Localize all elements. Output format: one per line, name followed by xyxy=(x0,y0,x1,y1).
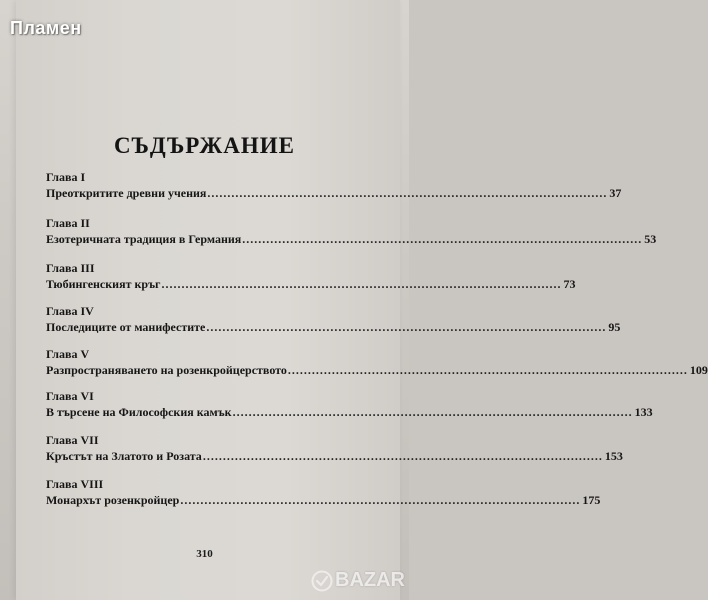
chapter-title: Езотеричната традиция в Германия xyxy=(46,232,242,246)
toc-entry xyxy=(46,389,653,420)
toc-row xyxy=(46,231,657,247)
toc-entry xyxy=(46,261,576,292)
dot-leader: .................................................................................................... xyxy=(161,277,562,291)
chapter-label: Глава VII xyxy=(46,433,99,447)
dot-leader: .................................................................................................... xyxy=(232,405,633,419)
toc-row xyxy=(46,319,621,335)
chapter-page: 95 xyxy=(608,320,621,334)
chapter-page: 109 xyxy=(689,363,708,377)
book-page xyxy=(16,0,400,600)
chapter-title: Монархът розенкройцер xyxy=(46,493,180,507)
toc-row xyxy=(46,276,576,292)
chapter-label: Глава VIII xyxy=(46,477,104,491)
toc-row xyxy=(46,185,622,201)
toc-entry xyxy=(46,433,623,464)
chapter-page: 175 xyxy=(582,493,601,507)
toc-entry xyxy=(46,170,622,201)
chapter-title: Последиците от манифестите xyxy=(46,320,206,334)
chapter-title: Тюбингенският кръг xyxy=(46,277,161,291)
chapter-page: 153 xyxy=(604,449,623,463)
chapter-title: Преоткритите древни учения xyxy=(46,186,207,200)
chapter-page: 73 xyxy=(563,277,576,291)
page-number: 310 xyxy=(196,548,213,560)
chapter-page: 37 xyxy=(609,186,622,200)
bazar-logo-text: BAZAR xyxy=(335,569,405,591)
toc-entry xyxy=(46,477,601,508)
page-title: СЪДЪРЖАНИЕ xyxy=(113,133,296,158)
bazar-logo-icon xyxy=(311,570,333,592)
chapter-page: 133 xyxy=(634,405,653,419)
seller-watermark: Пламен xyxy=(10,18,82,38)
dot-leader: .................................................................................................... xyxy=(180,493,581,507)
dot-leader: .................................................................................................... xyxy=(202,449,603,463)
bazar-logo xyxy=(311,569,405,592)
dot-leader: .................................................................................................... xyxy=(242,232,643,246)
dot-leader: .................................................................................................... xyxy=(287,363,688,377)
toc-row xyxy=(46,362,708,378)
toc-entry xyxy=(46,216,657,247)
chapter-title: Разпространяването на розенкройцерството xyxy=(46,363,287,377)
chapter-page: 53 xyxy=(644,232,657,246)
toc-row xyxy=(46,404,653,420)
chapter-title: В търсене на Философския камък xyxy=(46,405,232,419)
chapter-label: Глава IV xyxy=(46,304,94,318)
chapter-label: Глава III xyxy=(46,261,95,275)
toc-row xyxy=(46,492,601,508)
toc-entry xyxy=(46,304,621,335)
chapter-label: Глава V xyxy=(46,347,90,361)
chapter-label: Глава VI xyxy=(46,389,94,403)
toc-row xyxy=(46,448,623,464)
chapter-label: Глава I xyxy=(46,170,86,184)
dot-leader: .................................................................................................... xyxy=(206,320,607,334)
chapter-label: Глава II xyxy=(46,216,90,230)
toc-entry xyxy=(46,347,708,378)
chapter-title: Кръстът на Златото и Розата xyxy=(46,449,202,463)
dot-leader: .................................................................................................... xyxy=(207,186,608,200)
